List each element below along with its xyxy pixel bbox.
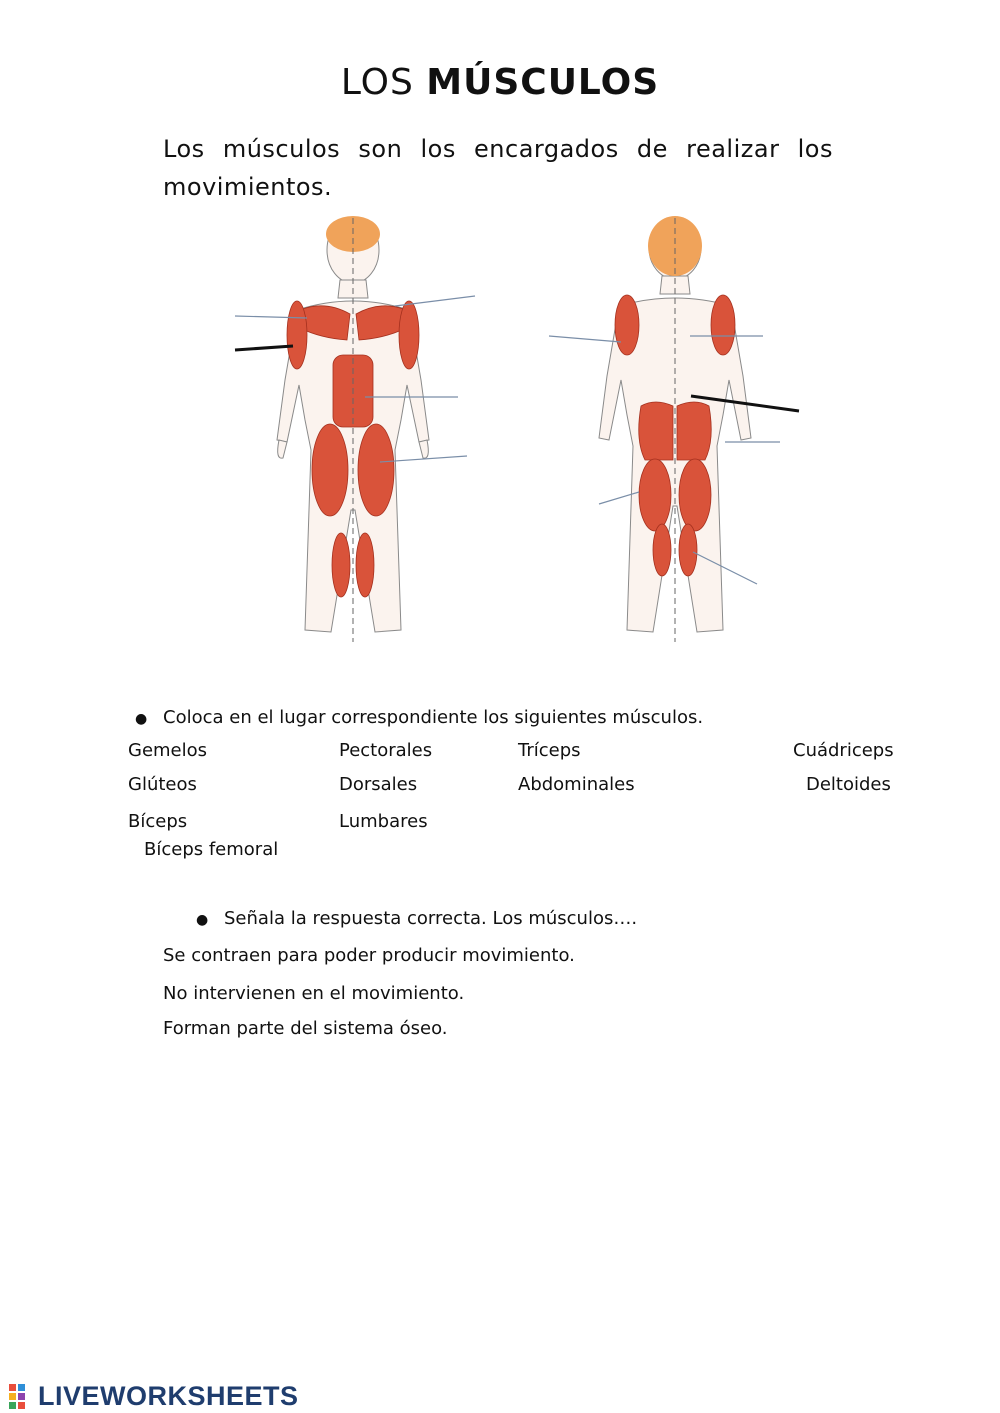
word-biceps[interactable]: Bíceps xyxy=(128,811,188,832)
word-dorsales[interactable]: Dorsales xyxy=(339,774,418,795)
liveworksheets-logo xyxy=(8,1380,299,1412)
word-deltoides[interactable]: Deltoides xyxy=(806,774,891,795)
word-gluteos[interactable]: Glúteos xyxy=(128,774,197,795)
word-triceps[interactable]: Tríceps xyxy=(518,740,581,761)
front-label-line-bold xyxy=(235,346,293,350)
bullet-icon: ● xyxy=(196,912,209,928)
word-pectorales[interactable]: Pectorales xyxy=(339,740,433,761)
task1-instruction: Coloca en el lugar correspondiente los siguientes músculos. xyxy=(163,707,704,728)
word-lumbares[interactable]: Lumbares xyxy=(339,811,428,832)
title-prefix: LOS xyxy=(340,62,414,103)
logo-text: LIVEWORKSHEETS xyxy=(38,1380,299,1411)
title-bold: MÚSCULOS xyxy=(426,62,660,103)
word-biceps-femoral[interactable]: Bíceps femoral xyxy=(144,839,279,860)
word-gemelos[interactable]: Gemelos xyxy=(128,740,208,761)
page-title xyxy=(0,62,1000,103)
task2-instruction: Señala la respuesta correcta. Los músculos…. xyxy=(224,908,638,929)
option-3[interactable]: Forman parte del sistema óseo. xyxy=(163,1018,448,1039)
logo-icon xyxy=(8,1382,38,1410)
word-cuadriceps[interactable]: Cuádriceps xyxy=(793,740,894,761)
word-abdominales[interactable]: Abdominales xyxy=(518,774,635,795)
muscle-diagram xyxy=(215,210,815,650)
back-hair xyxy=(648,216,702,276)
bullet-icon: ● xyxy=(135,711,148,727)
option-2[interactable]: No intervienen en el movimiento. xyxy=(163,983,465,1004)
option-1[interactable]: Se contraen para poder producir movimiento. xyxy=(163,945,575,966)
intro-text: Los músculos son los encargados de realizar los movimientos. xyxy=(163,135,833,201)
